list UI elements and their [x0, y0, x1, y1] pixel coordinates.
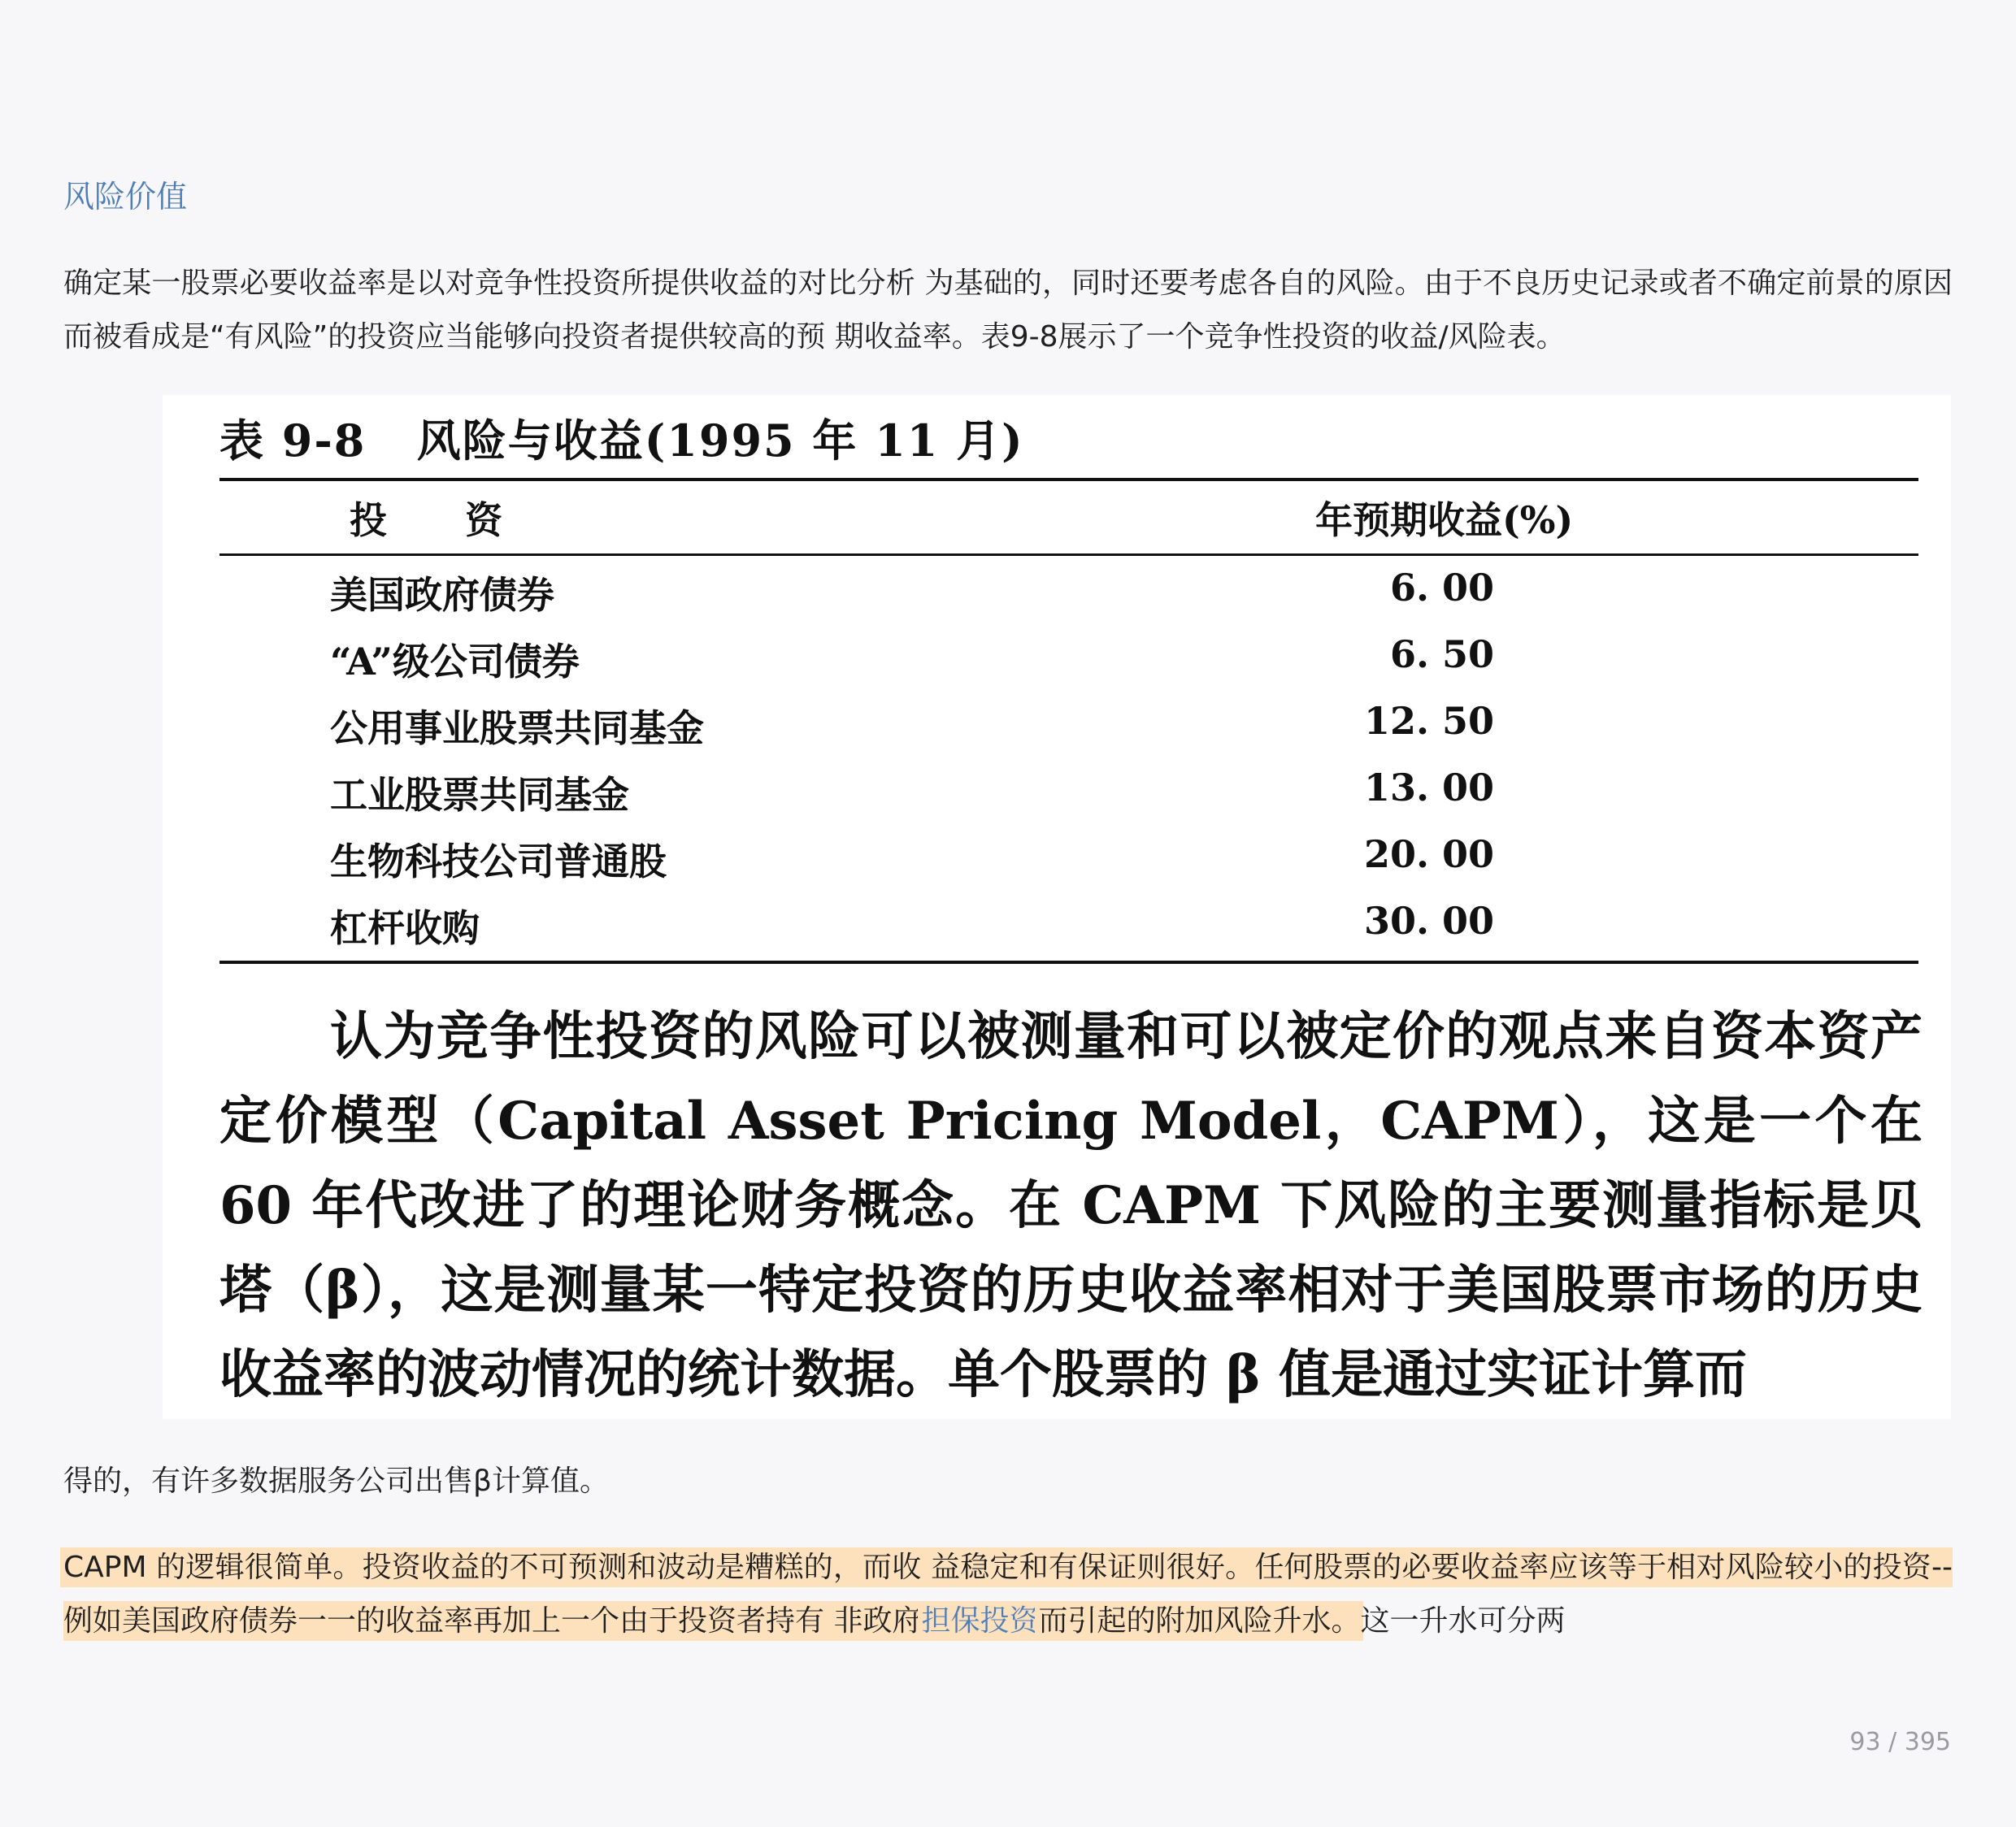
- row-investment: “A”级公司债券: [330, 640, 580, 683]
- table-row: [163, 566, 1951, 632]
- row-investment: 杠杆收购: [330, 906, 480, 950]
- row-return: 20. 00: [1363, 832, 1494, 876]
- paragraph-continuation: 得的，有许多数据服务公司出售β计算值。: [63, 1465, 609, 1498]
- paragraph-intro: 确定某一股票必要收益率是以对竞争性投资所提供收益的对比分析 为基础的，同时还要考虑各自的风险。由于不良历史记录或者不确定前景的原因而被看成是“有风险”的投资应当能够向投资者提供较高的预 期收益率。表9-8展示了一个竞争性投资的收益/风险表。: [63, 267, 1953, 354]
- paragraph-capm: [63, 1541, 1953, 1648]
- row-return: 13. 00: [1363, 766, 1494, 809]
- page-indicator: 93 / 395: [1849, 1728, 1951, 1756]
- row-investment: 美国政府债券: [330, 573, 554, 617]
- table-row: [163, 699, 1951, 766]
- row-return: 30. 00: [1363, 899, 1494, 943]
- row-investment: 工业股票共同基金: [330, 773, 629, 817]
- highlighted-text-end[interactable]: 而引起的附加风险升水。: [1038, 1604, 1361, 1638]
- scanned-table-image: [163, 395, 1951, 1419]
- table-row: [163, 632, 1951, 699]
- table-row: [163, 899, 1951, 966]
- row-investment: 公用事业股票共同基金: [330, 706, 704, 750]
- row-investment: 生物科技公司普通股: [330, 840, 667, 883]
- scanned-body-text: 认为竞争性投资的风险可以被测量和可以被定价的观点来自资本资产定价模型（Capital Asset Pricing Model，CAPM），这是一个在 60 年代改进了的理论财务概念。在 CAPM 下风险的主要测量指标是贝塔（β），这是测量某一特定投资的历史收益率相对于美国股票市场的历史收益率的波动情况的统计数据。单个股票的 β 值是通过实证计算而: [219, 1006, 1923, 1405]
- highlighted-text[interactable]: CAPM 的逻辑很简单。投资收益的不可预测和波动是糟糕的，而收 益稳定和有保证则很好。任何股票的必要收益率应该等于相对风险较小的投资--例如美国政府债券一一的收益率再加上一个由于投资者持有 非政府: [63, 1551, 1953, 1638]
- row-return: 6. 00: [1389, 566, 1494, 610]
- link-guaranteed-investment[interactable]: 担保投资: [921, 1604, 1039, 1638]
- table-rule-top: [219, 478, 1918, 481]
- table-rule-bottom: [219, 961, 1918, 964]
- table-row: [163, 766, 1951, 832]
- section-heading-link[interactable]: 风险价值: [63, 179, 188, 215]
- column-header-return: 年预期收益(%): [1315, 498, 1574, 542]
- row-return: 12. 50: [1363, 699, 1494, 743]
- table-caption: 表 9-8 风险与收益(1995 年 11 月): [219, 414, 1024, 467]
- table-row: [163, 832, 1951, 899]
- row-return: 6. 50: [1389, 632, 1494, 676]
- table-rule-header: [219, 553, 1918, 556]
- column-header-investment: 投 资: [350, 498, 503, 542]
- paragraph-tail-text: 这一升水可分两: [1360, 1604, 1566, 1638]
